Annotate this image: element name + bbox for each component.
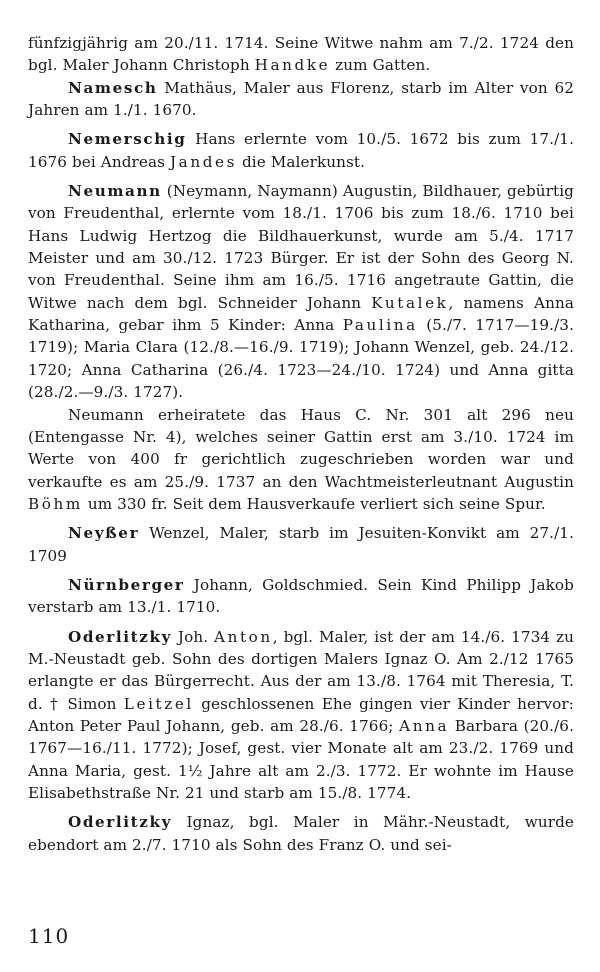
entry-name: Neumann: [68, 182, 162, 201]
paragraph-neumann-house: [28, 404, 574, 516]
entry-oderlitzky-ignaz: [28, 811, 574, 856]
spaced-name: Anna: [399, 716, 450, 735]
entry-neysser: [28, 522, 574, 567]
page-text: [28, 32, 574, 856]
spaced-name: Jandes: [169, 152, 238, 171]
entry-neumann: [28, 180, 574, 403]
spaced-name: Leitzel: [123, 694, 194, 713]
page-number: 110: [28, 924, 70, 948]
entry-text: (5./7. 1717—19./3. 1719); Maria Clara (12./8.—16./9. 1719); Johann Wenzel, geb. 24./12. 1720; Anna Catharina (26./4. 1723—24./10. 1724) und Anna gitta (28./2.—9./3. 1727).: [28, 316, 574, 402]
entry-name: Oderlitzky: [68, 813, 173, 832]
entry-oderlitzky-anton: [28, 626, 574, 805]
entry-text: , namens Anna Katharina, gebar ihm 5 Kinder: Anna: [28, 293, 574, 335]
entry-text: Wenzel, Maler, starb im Jesuiten-Konvikt am 27./1. 1709: [28, 524, 574, 565]
entry-text: Ignaz, bgl. Maler in Mähr.-Neustadt, wurde ebendort am 2./7. 1710 als Sohn des Franz O. und sei-: [28, 813, 574, 854]
spaced-name: Kutalek: [371, 293, 449, 312]
entry-text: geschlossenen Ehe gingen vier Kinder hervor: Anton Peter Paul Johann, geb. am 28./6. 1766;: [28, 694, 574, 735]
entry-name: Namesch: [68, 78, 158, 97]
entry-name: Nürnberger: [68, 575, 185, 594]
entry-text: um 330 fr. Seit dem Hausverkaufe verliert sich seine Spur.: [82, 494, 546, 513]
entry-text: Barbara (20./6. 1767—16./11. 1772); Josef, gest. vier Monate alt am 23./2. 1769 und Anna Maria, gest. 1½ Jahre alt am 2./3. 1772. Er wohnte im Hause Elisabethstraße Nr. 21 und starb am 15./8. 1774.: [28, 716, 574, 802]
text-segment: fünfzigjährig am 20./11. 1714. Seine Witwe nahm am 7./2. 1724 den bgl. Maler Johann Christoph: [28, 34, 574, 75]
entry-text: Johann, Goldschmied. Sein Kind Philipp Jakob verstarb am 13./1. 1710.: [28, 575, 574, 617]
paragraph-handke-continuation: [28, 32, 574, 77]
entry-namesch: [28, 77, 574, 122]
entry-nuernberger: [28, 574, 574, 619]
entry-text: (Neymann, Naymann) Augustin, Bildhauer, gebürtig von Freudenthal, erlernte vom 18./1. 1706 bis zum 18./6. 1710 bei Hans Ludwig Hertzog die Bildhauerkunst, wurde am 5./4. 1717 Meister und am 30./12. 1723 Bürger. Er ist der Sohn des Georg N. von Freudenthal. Seine ihm am 16./5. 1716 angetraute Gattin, die Witwe nach dem bgl. Schneider Johann: [28, 182, 574, 312]
entry-name: Oderlitzky: [68, 627, 173, 646]
entry-text: Hans erlernte vom 10./5. 1672 bis zum 17./1. 1676 bei Andreas: [28, 130, 574, 171]
text-segment: zum Gatten.: [330, 56, 431, 75]
entry-text: Neumann erheiratete das Haus C. Nr. 301 alt 296 neu (Entengasse Nr. 4), welches seiner Gattin erst am 3./10. 1724 im Werte von 400 fr gerichtlich zugeschrieben worden war und verkaufte es am 25./9. 1737 an den Wachtmeisterleutnant Augustin: [28, 405, 574, 491]
spaced-name: Böhm: [28, 494, 83, 513]
entry-name: Nemerschig: [68, 130, 187, 149]
spaced-name: Anton: [214, 627, 273, 646]
entry-name: Neyßer: [68, 524, 140, 543]
entry-text: Joh.: [172, 627, 215, 646]
entry-text: Mathäus, Maler aus Florenz, starb im Alter von 62 Jahren am 1./1. 1670.: [28, 78, 574, 120]
spaced-name: Handke: [254, 56, 331, 75]
entry-nemerschig: [28, 128, 574, 173]
spaced-name: Paulina: [342, 316, 418, 335]
entry-text: die Malerkunst.: [237, 152, 366, 171]
entry-text: , bgl. Maler, ist der am 14./6. 1734 zu M.-Neustadt geb. Sohn des dortigen Malers Ignaz O. Am 2./12 1765 erlangte er das Bürgerrecht. Aus der am 13./8. 1764 mit Theresia, T. d. † Simon: [28, 627, 574, 713]
